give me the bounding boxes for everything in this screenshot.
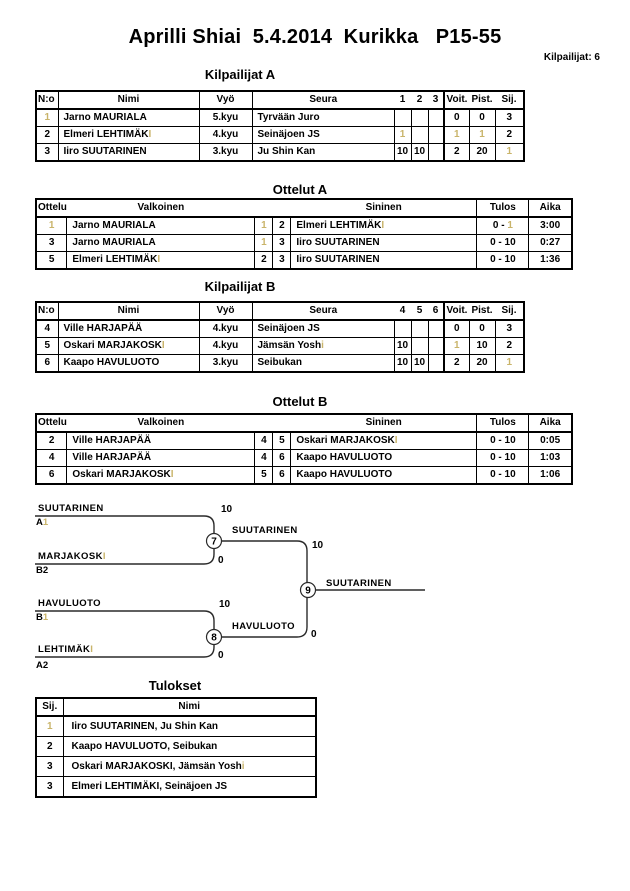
faint-char: I: [157, 254, 161, 265]
cell-tulos: 0 - 10: [477, 432, 529, 450]
cell-num: 5: [255, 467, 273, 485]
bracket-line: [35, 611, 214, 630]
cell-sij: 2: [495, 127, 524, 144]
col-header-seura: Seura: [252, 91, 394, 109]
cell-aika: 3:00: [529, 217, 572, 235]
bracket-champion-name: SUUTARINEN: [326, 578, 392, 589]
col-header-pist: Pist.: [469, 302, 495, 320]
cell-sij: 3: [495, 320, 524, 338]
match-number-8: 8: [211, 632, 217, 644]
cell-ot: 2: [36, 432, 67, 450]
col-header-valkoinen: Valkoinen: [67, 199, 255, 217]
bracket-entry-name: SUUTARINEN: [38, 503, 104, 514]
bracket-entry-seed: B1: [36, 612, 49, 623]
bracket-entry-name: LEHTIMÄKI: [38, 644, 94, 655]
col-header-tulos: Tulos: [477, 414, 529, 432]
faint-char: I: [90, 644, 94, 655]
cell-aika: 0:27: [529, 235, 572, 252]
col-header-vyo: Vyö: [199, 91, 252, 109]
cell-sij: 3: [495, 109, 524, 127]
cell-name: Jarno MAURIALA: [67, 235, 255, 252]
cell-name: Oskari MARJAKOSKI: [291, 432, 477, 450]
cell-num: 4: [255, 450, 273, 467]
cell-aika: 1:03: [529, 450, 572, 467]
cell-tsij: 3: [36, 777, 63, 798]
table-row: [36, 757, 316, 777]
header-row: [36, 698, 316, 716]
faint-char: I: [170, 469, 174, 480]
bracket-winner-name: HAVULUOTO: [232, 621, 295, 632]
col-header-sininen: Sininen: [291, 199, 477, 217]
cell-pist: 20: [469, 355, 495, 373]
faint-char: I: [102, 551, 106, 562]
faint-char: 1: [506, 146, 513, 157]
cell-tnimi: Kaapo HAVULUOTO, Seibukan: [63, 737, 316, 757]
table-row: [36, 716, 316, 737]
cell-num: 4: [255, 432, 273, 450]
faint-char: 1: [42, 612, 49, 623]
cell-ot: 4: [36, 450, 67, 467]
section-heading-tulokset: Tulokset: [148, 678, 202, 693]
cell-sij: 2: [495, 338, 524, 355]
col-header-voit: Voit.: [444, 91, 469, 109]
bracket-entry-seed: A1: [36, 517, 49, 528]
col-header-sininen: Sininen: [291, 414, 477, 432]
cell-num: 5: [273, 432, 291, 450]
cell-vyo: 4.kyu: [199, 127, 252, 144]
cell-name: Elmeri LEHTIMÄKI: [291, 217, 477, 235]
match-number-7: 7: [211, 536, 217, 548]
col-header-3: 3: [428, 91, 444, 109]
cell-nimi: Elmeri LEHTIMÄKI: [58, 127, 199, 144]
cell-num: 6: [273, 450, 291, 467]
tulokset-table: [35, 697, 317, 798]
bracket-score: 10: [219, 599, 231, 610]
cell-num: 3: [273, 235, 291, 252]
cell-seura: Seibukan: [252, 355, 394, 373]
faint-char: 1: [48, 220, 55, 231]
cell-ot: 3: [36, 235, 67, 252]
cell-name: Jarno MAURIALA: [67, 217, 255, 235]
cell-aika: 0:05: [529, 432, 572, 450]
bracket-entry-seed: B2: [36, 565, 49, 576]
section-heading-kilpailijat-a: Kilpailijat A: [204, 67, 276, 82]
cell-name: Iiro SUUTARINEN: [291, 235, 477, 252]
cell-num: 6: [273, 467, 291, 485]
bracket-winner-name: SUUTARINEN: [232, 525, 298, 536]
col-header-4: 4: [394, 302, 411, 320]
faint-char: 1: [261, 237, 267, 248]
cell-nimi: Jarno MAURIALA: [58, 109, 199, 127]
col-header-sij: Sij.: [495, 302, 524, 320]
faint-char: 1: [261, 220, 267, 231]
cell-voit: 0: [444, 320, 469, 338]
cell-pist: 10: [469, 338, 495, 355]
bracket-entry-name: MARJAKOSKI: [38, 551, 106, 562]
col-header-valkoinen: Valkoinen: [67, 414, 255, 432]
cell-aika: 1:36: [529, 252, 572, 270]
cell-tsij: [36, 716, 63, 737]
cell-tnimi: Oskari MARJAKOSKI, Jämsän Yoshi: [63, 757, 316, 777]
page-title: Aprilli Shiai 5.4.2014 Kurikka P15-55: [128, 26, 502, 48]
col-header-voit: Voit.: [444, 302, 469, 320]
cell-ot: 6: [36, 467, 67, 485]
table-row: [36, 777, 316, 798]
col-header-sij: Sij.: [495, 91, 524, 109]
faint-char: 1: [506, 357, 513, 368]
col-header-pist: Pist.: [469, 91, 495, 109]
cell-seura: Jämsän Yoshi: [252, 338, 394, 355]
col-header-no: N:o: [36, 91, 58, 109]
cell-num: 2: [255, 252, 273, 270]
cell-no: 4: [36, 320, 58, 338]
cell-num: 3: [273, 252, 291, 270]
cell-no: 2: [36, 127, 58, 144]
section-heading-ottelut-a: Ottelut A: [272, 182, 328, 197]
cell-pist: 0: [469, 109, 495, 127]
faint-char: 1: [453, 129, 460, 140]
bracket-line: [222, 541, 307, 583]
cell-tulos: 0 - 10: [477, 450, 529, 467]
cell-tsij: 3: [36, 757, 63, 777]
col-header-tulos: Tulos: [477, 199, 529, 217]
faint-char: I: [381, 220, 385, 231]
faint-char: I: [394, 435, 398, 446]
cell-name: Ville HARJAPÄÄ: [67, 450, 255, 467]
cell-s: 10: [394, 355, 411, 373]
faint-char: 1: [46, 721, 53, 732]
cell-tulos: 0 - 10: [477, 235, 529, 252]
faint-char: 1: [42, 517, 49, 528]
col-header-nimi: Nimi: [58, 302, 199, 320]
faint-char: I: [148, 129, 152, 140]
cell-voit: 0: [444, 109, 469, 127]
cell-seura: Seinäjoen JS: [252, 320, 394, 338]
bracket-line: [35, 516, 214, 533]
cell-tnimi: Iiro SUUTARINEN, Ju Shin Kan: [63, 716, 316, 737]
cell-nimi: Kaapo HAVULUOTO: [58, 355, 199, 373]
bracket-score: 0: [311, 629, 317, 640]
faint-char: 1: [44, 112, 51, 123]
faint-char: 1: [479, 129, 485, 140]
cell-s: 10: [411, 144, 428, 162]
cell-voit: 2: [444, 144, 469, 162]
cell-s: 10: [411, 355, 428, 373]
cell-nimi: Ville HARJAPÄÄ: [58, 320, 199, 338]
cell-no: 5: [36, 338, 58, 355]
section-heading-kilpailijat-b: Kilpailijat B: [204, 279, 276, 294]
cell-seura: Seinäjoen JS: [252, 127, 394, 144]
col-header-aika: Aika: [529, 199, 572, 217]
col-header-2: 2: [411, 91, 428, 109]
cell-vyo: 4.kyu: [199, 338, 252, 355]
section-heading-ottelut-b: Ottelut B: [272, 394, 328, 409]
col-header-1: 1: [394, 91, 411, 109]
col-header-no: N:o: [36, 302, 58, 320]
cell-tulos: 0 - 10: [477, 467, 529, 485]
cell-num: 2: [273, 217, 291, 235]
cell-no: 3: [36, 144, 58, 162]
cell-vyo: 4.kyu: [199, 320, 252, 338]
faint-char: i: [241, 761, 245, 772]
cell-tsij: 2: [36, 737, 63, 757]
col-header-vyo: Vyö: [199, 302, 252, 320]
bracket-entry-seed: A2: [36, 660, 49, 671]
bracket-entry-name: HAVULUOTO: [38, 598, 101, 609]
cell-voit: 2: [444, 355, 469, 373]
faint-char: i: [321, 340, 324, 351]
cell-seura: Tyrvään Juro: [252, 109, 394, 127]
cell-nimi: Oskari MARJAKOSKI: [58, 338, 199, 355]
col-header-ottelu: Ottelu: [36, 414, 67, 432]
cell-pist: 0: [469, 320, 495, 338]
faint-char: I: [161, 340, 165, 351]
faint-char: 1: [399, 129, 406, 140]
cell-no: 6: [36, 355, 58, 373]
cell-vyo: 5.kyu: [199, 109, 252, 127]
bracket-score: 0: [218, 555, 224, 566]
match-number-9: 9: [305, 585, 311, 597]
cell-name: Kaapo HAVULUOTO: [291, 467, 477, 485]
cell-tulos: 0 - 10: [477, 252, 529, 270]
cell-tulos: 0 - 1: [477, 217, 529, 235]
cell-name: Ville HARJAPÄÄ: [67, 432, 255, 450]
cell-name: Iiro SUUTARINEN: [291, 252, 477, 270]
col-header-5: 5: [411, 302, 428, 320]
bracket-score: 10: [312, 540, 324, 551]
cell-s: 10: [394, 144, 411, 162]
faint-char: 1: [507, 220, 513, 231]
faint-char: 1: [453, 340, 460, 351]
bracket-score: 0: [218, 650, 224, 661]
cell-aika: 1:06: [529, 467, 572, 485]
cell-vyo: 3.kyu: [199, 355, 252, 373]
cell-seura: Ju Shin Kan: [252, 144, 394, 162]
cell-ot: 5: [36, 252, 67, 270]
cell-tnimi: Elmeri LEHTIMÄKI, Seinäjoen JS: [63, 777, 316, 798]
table-row: [36, 737, 316, 757]
col-header-seura: Seura: [252, 302, 394, 320]
col-header-nimi: Nimi: [58, 91, 199, 109]
cell-nimi: Iiro SUUTARINEN: [58, 144, 199, 162]
col-header-aika: Aika: [529, 414, 572, 432]
cell-vyo: 3.kyu: [199, 144, 252, 162]
cell-s: 10: [394, 338, 411, 355]
bracket-score: 10: [221, 504, 233, 515]
cell-name: Oskari MARJAKOSKI: [67, 467, 255, 485]
col-header-6: 6: [428, 302, 444, 320]
cell-name: Kaapo HAVULUOTO: [291, 450, 477, 467]
col-header-sij: Sij.: [36, 698, 63, 716]
col-header-ottelu: Ottelu: [36, 199, 67, 217]
col-header-nimi: Nimi: [63, 698, 316, 716]
cell-name: Elmeri LEHTIMÄKI: [67, 252, 255, 270]
competitor-count: Kilpailijat: 6: [543, 52, 600, 63]
cell-pist: 20: [469, 144, 495, 162]
